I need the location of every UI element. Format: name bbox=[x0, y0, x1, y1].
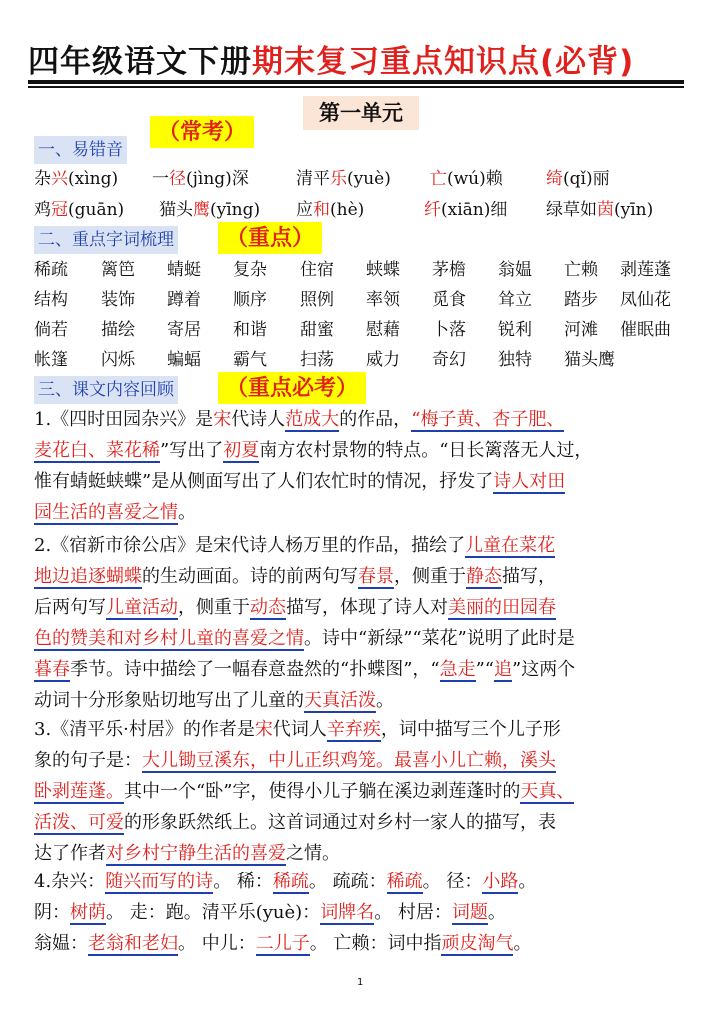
vocab-word: 描绘 bbox=[101, 320, 135, 340]
vocab-word: 蝙蝠 bbox=[167, 350, 201, 370]
highlight-segment: 宋 bbox=[213, 409, 232, 430]
vocab-word: 倘若 bbox=[34, 320, 68, 340]
paragraph-line bbox=[34, 866, 694, 897]
vocab-word: 奇幻 bbox=[432, 350, 466, 370]
pinyin-item bbox=[296, 197, 364, 223]
highlight-segment: 对乡村宁静生活的喜爱 bbox=[106, 843, 286, 864]
text-segment: 达了作者 bbox=[34, 843, 106, 864]
text-segment: 。 疏疏： bbox=[308, 871, 387, 892]
paragraph-line bbox=[34, 435, 694, 466]
paragraph-line bbox=[34, 685, 694, 716]
highlight-segment: 老翁和老妇 bbox=[88, 933, 178, 954]
pinyin-char: 兴 bbox=[51, 169, 68, 189]
vocab-word: 耸立 bbox=[498, 290, 532, 310]
pinyin-item bbox=[34, 166, 118, 192]
text-segment: 。 亡赖：词中指 bbox=[309, 933, 442, 954]
vocab-word: 觅食 bbox=[432, 290, 466, 310]
pinyin-pre: 猫头 bbox=[159, 200, 193, 220]
pinyin-item bbox=[34, 197, 124, 223]
highlight-segment: 词牌名 bbox=[320, 902, 375, 923]
highlight-segment: 辛弃疾 bbox=[326, 719, 381, 740]
vocab-word: 篱笆 bbox=[101, 260, 135, 280]
vocab-word: 率领 bbox=[366, 290, 400, 310]
vocab-word: 甜蜜 bbox=[300, 320, 334, 340]
vocab-word: 河滩 bbox=[564, 320, 598, 340]
pinyin-item bbox=[296, 166, 391, 192]
highlight-segment: 二儿子 bbox=[255, 933, 310, 954]
tag-key: （重点） bbox=[218, 222, 322, 254]
vocab-word: 装饰 bbox=[101, 290, 135, 310]
pinyin-reading: (yīng) bbox=[210, 200, 261, 220]
pinyin-char: 乐 bbox=[330, 169, 347, 189]
text-segment: 。诗中“新绿”“菜花”说明了此时是 bbox=[304, 628, 575, 649]
text-segment: 的生动画面。诗的前两句写 bbox=[142, 566, 358, 587]
text-segment: 之情。 bbox=[286, 843, 340, 864]
highlight-segment: 活泼、可爱 bbox=[34, 812, 124, 833]
pinyin-reading: (wú)赖 bbox=[447, 169, 503, 189]
highlight-segment: 美丽的田园春 bbox=[448, 597, 556, 618]
highlight-segment: 天真、 bbox=[520, 781, 575, 802]
paragraph-line bbox=[34, 897, 694, 928]
highlight-segment: 稀疏 bbox=[272, 871, 309, 892]
pinyin-reading: (jìng)深 bbox=[186, 169, 249, 189]
text-segment: ，词中描写三个儿子形 bbox=[380, 719, 561, 740]
highlight-segment: 儿童活动 bbox=[106, 597, 178, 618]
page-number: 1 bbox=[357, 977, 364, 988]
text-segment: 。 bbox=[513, 933, 532, 954]
text-segment: 4.杂兴： bbox=[34, 871, 106, 892]
text-segment: 描写， bbox=[502, 566, 556, 587]
highlight-segment: 树荫 bbox=[70, 902, 106, 923]
vocab-word: 踏步 bbox=[564, 290, 598, 310]
paragraph-line bbox=[34, 592, 694, 623]
vocab-word: 猫头鹰 bbox=[564, 350, 615, 370]
paragraph-line bbox=[34, 530, 694, 561]
text-segment: 。 稀： bbox=[213, 871, 273, 892]
pinyin-char: 径 bbox=[169, 169, 186, 189]
text-segment: 。 bbox=[518, 871, 537, 892]
paragraph-line bbox=[34, 561, 694, 592]
highlight-segment: 范成大 bbox=[285, 409, 340, 430]
pinyin-pre: 绿草如 bbox=[546, 200, 597, 220]
text-segment: 南方农村景物的特点。“日长篱落无人过， bbox=[259, 440, 593, 461]
page-title bbox=[28, 36, 698, 81]
paragraph-line bbox=[34, 466, 694, 497]
paragraph-2 bbox=[34, 530, 694, 716]
pinyin-item bbox=[430, 166, 503, 192]
vocab-word: 慰藉 bbox=[366, 320, 400, 340]
section-heading-1: 一、易错音 bbox=[34, 136, 127, 164]
highlight-segment: 诗人对田 bbox=[493, 471, 566, 492]
paragraph-1 bbox=[34, 404, 694, 528]
highlight-segment: 麦花白、菜花稀 bbox=[34, 440, 160, 461]
pinyin-item bbox=[424, 197, 507, 223]
text-segment: 的作品， bbox=[339, 409, 412, 430]
text-segment: 代诗人 bbox=[231, 409, 286, 430]
highlight-segment: 追 bbox=[494, 659, 513, 680]
text-segment: 翁媪： bbox=[34, 933, 88, 954]
text-segment: 代词人 bbox=[272, 719, 327, 740]
pinyin-char: 冠 bbox=[51, 200, 68, 220]
paragraph-line bbox=[34, 714, 694, 745]
text-segment: 2.《宿新市徐公店》是宋代诗人杨万里的作品，描绘了 bbox=[34, 535, 466, 556]
pinyin-pre: 一 bbox=[152, 169, 169, 189]
vocab-word: 锐利 bbox=[498, 320, 532, 340]
text-segment: 。 bbox=[376, 690, 394, 711]
pinyin-pre: 清平 bbox=[296, 169, 330, 189]
vocab-word: 照例 bbox=[300, 290, 334, 310]
highlight-segment: 动态 bbox=[250, 597, 286, 618]
highlight-segment: “梅子黄、杏子肥、 bbox=[411, 409, 565, 430]
text-segment: 3.《清平乐·村居》的作者是 bbox=[34, 719, 255, 740]
text-segment: 季节。诗中描绘了一幅春意盎然的“扑蝶图”，“ bbox=[70, 659, 440, 680]
tag-common: （常考） bbox=[150, 116, 254, 148]
highlight-segment: 园生活的喜爱之情 bbox=[34, 502, 178, 523]
highlight-segment: 顽皮淘气 bbox=[441, 933, 514, 954]
title-red: 期末复习重点知识点(必背) bbox=[252, 44, 635, 80]
text-segment: ”这两个 bbox=[512, 659, 576, 680]
highlight-segment: 春景 bbox=[358, 566, 394, 587]
vocab-word: 寄居 bbox=[167, 320, 201, 340]
tag-must: （重点必考） bbox=[218, 372, 366, 404]
paragraph-line bbox=[34, 928, 694, 959]
title-black: 四年级语文下册 bbox=[28, 44, 252, 80]
title-rule-thin bbox=[28, 86, 684, 88]
text-segment: 动词十分形象贴切地写出了儿童的 bbox=[34, 690, 304, 711]
vocab-word: 亡赖 bbox=[564, 260, 598, 280]
text-segment: 的形象跃然纸上。这首词通过对乡村一家人的描写，表 bbox=[124, 812, 556, 833]
paragraph-4 bbox=[34, 866, 694, 959]
vocab-word: 凤仙花 bbox=[620, 290, 671, 310]
vocab-word: 帐篷 bbox=[34, 350, 68, 370]
paragraph-line bbox=[34, 623, 694, 654]
text-segment: 描写，体现了诗人对 bbox=[286, 597, 448, 618]
highlight-segment: 天真活泼 bbox=[304, 690, 376, 711]
highlight-segment: 儿童在菜花 bbox=[465, 535, 556, 556]
paragraph-line bbox=[34, 838, 694, 869]
paragraph-line bbox=[34, 654, 694, 685]
highlight-segment: 宋 bbox=[254, 719, 273, 740]
text-segment: 。 bbox=[178, 502, 196, 523]
text-segment: 后两句写 bbox=[34, 597, 106, 618]
pinyin-reading: (qǐ)丽 bbox=[563, 169, 610, 189]
text-segment: 1.《四时田园杂兴》是 bbox=[34, 409, 214, 430]
pinyin-pre: 鸡 bbox=[34, 200, 51, 220]
vocab-word: 蜻蜓 bbox=[167, 260, 201, 280]
highlight-segment: 小路 bbox=[482, 871, 519, 892]
highlight-segment: 地边追逐蝴蝶 bbox=[34, 566, 142, 587]
text-segment: 。 bbox=[487, 902, 506, 923]
vocab-word: 威力 bbox=[366, 350, 400, 370]
highlight-segment: 初夏 bbox=[223, 440, 260, 461]
paragraph-line bbox=[34, 776, 694, 807]
pinyin-reading: (hè) bbox=[330, 200, 365, 220]
text-segment: 。 中儿： bbox=[178, 933, 256, 954]
text-segment: 。 走：跑。清平乐(yuè)： bbox=[106, 902, 321, 923]
highlight-segment: 随兴而写的诗 bbox=[105, 871, 214, 892]
text-segment: 其中一个“卧”字，使得小儿子躺在溪边剥莲蓬时的 bbox=[124, 781, 521, 802]
vocab-word: 顺序 bbox=[233, 290, 267, 310]
vocab-word: 茅檐 bbox=[432, 260, 466, 280]
text-segment: 阴： bbox=[34, 902, 70, 923]
vocab-word: 催眠曲 bbox=[620, 320, 671, 340]
highlight-segment: 大儿锄豆溪东，中儿正织鸡笼。最喜小儿亡赖，溪头 bbox=[142, 750, 556, 771]
pinyin-char: 茵 bbox=[597, 200, 614, 220]
pinyin-reading: (yuè) bbox=[347, 169, 391, 189]
text-segment: ”写出了 bbox=[160, 440, 224, 461]
section-heading-2: 二、重点字词梳理 bbox=[34, 226, 178, 254]
text-segment: ，侧重于 bbox=[394, 566, 466, 587]
paragraph-line bbox=[34, 404, 694, 435]
paragraph-line bbox=[34, 497, 694, 528]
vocab-word: 住宿 bbox=[300, 260, 334, 280]
vocab-word: 卜落 bbox=[432, 320, 466, 340]
pinyin-pre: 杂 bbox=[34, 169, 51, 189]
paragraph-3 bbox=[34, 714, 694, 869]
vocab-word: 稀疏 bbox=[34, 260, 68, 280]
text-segment: 象的句子是： bbox=[34, 750, 142, 771]
text-segment: 。 径： bbox=[422, 871, 483, 892]
paragraph-line bbox=[34, 745, 694, 776]
highlight-segment: 卧剥莲蓬。 bbox=[34, 781, 124, 802]
pinyin-reading: (xìng) bbox=[68, 169, 119, 189]
vocab-word: 剥莲蓬 bbox=[620, 260, 671, 280]
pinyin-item bbox=[546, 197, 653, 223]
highlight-segment: 稀疏 bbox=[386, 871, 423, 892]
text-segment: 惟有蜻蜓蛱蝶”是从侧面写出了人们农忙时的情况，抒发了 bbox=[34, 471, 494, 492]
vocab-word: 闪烁 bbox=[101, 350, 135, 370]
pinyin-item bbox=[152, 166, 249, 192]
pinyin-char: 纤 bbox=[424, 200, 441, 220]
vocab-word: 霸气 bbox=[233, 350, 267, 370]
pinyin-char: 和 bbox=[313, 200, 330, 220]
pinyin-pre: 应 bbox=[296, 200, 313, 220]
vocab-word: 蹲着 bbox=[167, 290, 201, 310]
unit-heading: 第一单元 bbox=[303, 96, 419, 130]
pinyin-item bbox=[159, 197, 260, 223]
vocab-word: 复杂 bbox=[233, 260, 267, 280]
title-rule-thick bbox=[28, 80, 684, 84]
pinyin-item bbox=[546, 166, 610, 192]
vocab-word: 扫荡 bbox=[300, 350, 334, 370]
pinyin-char: 绮 bbox=[546, 169, 563, 189]
text-segment: 。 村居： bbox=[374, 902, 452, 923]
text-segment: ”“ bbox=[475, 659, 495, 680]
text-segment: ，侧重于 bbox=[178, 597, 250, 618]
paragraph-line bbox=[34, 807, 694, 838]
vocab-word: 结构 bbox=[34, 290, 68, 310]
highlight-segment: 色的赞美和对乡村儿童的喜爱之情 bbox=[34, 628, 304, 649]
vocab-word: 蛱蝶 bbox=[366, 260, 400, 280]
vocab-word: 独特 bbox=[498, 350, 532, 370]
pinyin-char: 鹰 bbox=[193, 200, 210, 220]
section-heading-3: 三、课文内容回顾 bbox=[34, 376, 178, 404]
highlight-segment: 暮春 bbox=[34, 659, 70, 680]
highlight-segment: 急走 bbox=[439, 659, 476, 680]
pinyin-reading: (guān) bbox=[68, 200, 125, 220]
vocab-word: 翁媪 bbox=[498, 260, 532, 280]
highlight-segment: 词题 bbox=[451, 902, 488, 923]
highlight-segment: 静态 bbox=[466, 566, 502, 587]
pinyin-reading: (xiān)细 bbox=[441, 200, 508, 220]
vocab-word: 和谐 bbox=[233, 320, 267, 340]
pinyin-char: 亡 bbox=[430, 169, 447, 189]
pinyin-reading: (yīn) bbox=[614, 200, 654, 220]
